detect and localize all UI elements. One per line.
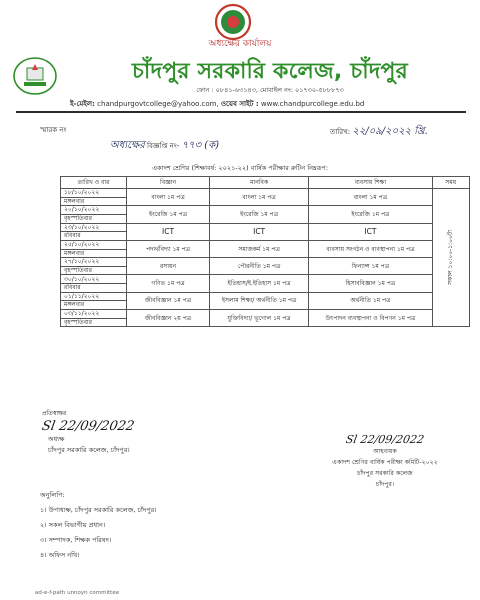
college-logo <box>12 56 58 96</box>
table-row <box>61 206 470 223</box>
college-name: চাঁদপুর সরকারি কলেজ, চাঁদপুর <box>132 59 408 84</box>
table-row <box>61 240 470 257</box>
website-link[interactable]: www.chandpurcollege.edu.bd <box>260 100 365 108</box>
humanities-cell: বাংলা ১ম পত্র <box>210 189 309 206</box>
business-cell: হিসাববিজ্ঞান ১ম পত্র <box>309 275 433 292</box>
list-item: ১। উপাধ্যক্ষ, চাঁদপুর সরকারি কলেজ, চাঁদপুর। <box>40 506 157 514</box>
date-value: ২২/০৯/২০২২ খ্রি. <box>352 126 428 137</box>
science-cell: জীববিজ্ঞান ২য় পত্র <box>127 310 210 327</box>
science-cell: পদার্থবিদ্যা ১ম পত্র <box>127 240 210 257</box>
exam-day: বৃহস্পতিবার <box>64 214 92 222</box>
list-item: ২। সকল বিভাগীয় প্রধান। <box>40 521 106 529</box>
notice-label: বিজ্ঞপ্তি নং- <box>147 142 180 150</box>
exam-day: মঙ্গলবার <box>64 301 85 309</box>
exam-date: ২৫/১০/২০২২ <box>61 241 126 250</box>
countersign-label: প্রতিস্বাক্ষর <box>42 410 67 417</box>
notice-number-value: ৭৭৩ (ক) <box>181 140 220 151</box>
exam-day: রবিবার <box>64 232 81 240</box>
copy-to-title: অনুলিপি: <box>40 491 65 499</box>
convener-role: আহবায়ক <box>373 448 397 455</box>
principal-org: চাঁদপুর সরকারি কলেজ, চাঁদপুর। <box>48 446 130 454</box>
copy-to-list <box>40 488 157 563</box>
date-cell <box>61 206 127 223</box>
list-item: ৪। অফিস নথি। <box>40 551 80 559</box>
humanities-cell: পৌরনীতি ১ম পত্র <box>210 258 309 275</box>
science-cell: ICT <box>127 223 210 240</box>
convener-committee: একাদশ শ্রেণির বার্ষিক পরীক্ষা কমিটি-২০২২ <box>332 459 438 466</box>
humanities-cell: সমাজকর্ম ১ম পত্র <box>210 240 309 257</box>
business-cell: অর্থনীতি ১ম পত্র <box>309 292 433 309</box>
exam-day: বৃহস্পতিবার <box>64 318 92 326</box>
humanities-cell: ইতিহাস/ই.ইতিহাস ১ম পত্র <box>210 275 309 292</box>
exam-day: রবিবার <box>64 284 81 292</box>
header-humanities: মানবিক <box>210 177 309 189</box>
table-row <box>61 275 470 292</box>
table-row <box>61 310 470 327</box>
business-cell: ইংরেজি ১ম পত্র <box>309 206 433 223</box>
science-cell: জীববিজ্ঞান ১ম পত্র <box>127 292 210 309</box>
business-cell: ফিন্যান্স ১ম পত্র <box>309 258 433 275</box>
website-label: ওয়েব সাইট : <box>220 100 259 108</box>
principal-signature-block <box>42 408 212 456</box>
humanities-cell: ইংরেজি ১ম পত্র <box>210 206 309 223</box>
memo-number-label: স্মারক নং <box>40 126 67 134</box>
exam-date: ২৭/১০/২০২২ <box>61 258 126 267</box>
date-cell <box>61 310 127 327</box>
business-cell: ICT <box>309 223 433 240</box>
exam-day: মঙ্গলবার <box>64 197 85 205</box>
business-cell: বাংলা ১ম পত্র <box>309 189 433 206</box>
science-cell: রসায়ন <box>127 258 210 275</box>
humanities-cell: ICT <box>210 223 309 240</box>
convener-signature-block <box>300 433 470 490</box>
exam-date: ১৮/১০/২০২২ <box>61 189 126 198</box>
office-label: অধ্যক্ষের কার্যালয় <box>208 39 272 49</box>
principal-role: অধ্যক্ষ <box>48 435 65 443</box>
science-cell: ইংরেজি ১ম পত্র <box>127 206 210 223</box>
table-row <box>61 223 470 240</box>
exam-date: ৩০/১০/২০২২ <box>61 276 126 285</box>
exam-date: ২০/১০/২০২২ <box>61 206 126 215</box>
convener-place: চাঁদপুর। <box>375 481 395 488</box>
footer-text: ad-e-f-path unnoyn committee <box>35 590 120 596</box>
date-cell <box>61 189 127 206</box>
table-row <box>61 292 470 309</box>
header-science: বিজ্ঞান <box>127 177 210 189</box>
exam-date: ২৩/১০/২০২২ <box>61 224 126 233</box>
notice-number <box>110 138 219 155</box>
exam-date: ০৩/১১/২০২২ <box>61 310 126 319</box>
date-cell <box>61 258 127 275</box>
header-date-day: তারিখ ও বার <box>61 177 127 189</box>
email-address[interactable]: chandpurgovtcollege@yahoo.com, <box>97 100 219 108</box>
phone-line: ফোন : ০৮৪১-৬৩১৪৩, মোবাইল নং: ০১৭৩০-৫৮৮৮৭৩ <box>196 86 344 94</box>
humanities-cell: যুক্তিবিদ্যা/ ভূগোল ১ম পত্র <box>210 310 309 327</box>
date-cell <box>61 240 127 257</box>
date-cell <box>61 223 127 240</box>
date-cell <box>61 292 127 309</box>
exam-day: মঙ্গলবার <box>64 249 85 257</box>
routine-title: একাদশ শ্রেণির (শিক্ষাবর্ষ: ২০২১-২২) বার্ষিক পরীক্ষার রুটিন নিম্নরূপ: <box>152 164 328 172</box>
list-item: ৩। সম্পাদক, শিক্ষক পরিষদ। <box>40 536 112 544</box>
business-cell: ব্যবসায় সংগঠন ও ব্যবস্থাপনা ১ম পত্র <box>309 240 433 257</box>
header-time: সময় <box>432 177 469 189</box>
convener-signature: Sl 22/09/2022 <box>344 433 426 446</box>
exam-date: ০১/১১/২০২২ <box>61 293 126 302</box>
science-cell: বাংলা ১ম পত্র <box>127 189 210 206</box>
header-business: ব্যবসায় শিক্ষা <box>309 177 433 189</box>
exam-routine-table <box>60 176 470 327</box>
notice-prefix: অধ্যক্ষের <box>110 140 145 151</box>
business-cell: উৎপাদন ব্যবস্থাপনা ও বিপণন ১ম পত্র <box>309 310 433 327</box>
table-row <box>61 189 470 206</box>
date-cell <box>61 275 127 292</box>
humanities-cell: ইসলাম শিক্ষা/ অর্থনীতি ১ম পত্র <box>210 292 309 309</box>
exam-day: বৃহস্পতিবার <box>64 266 92 274</box>
principal-signature: Sl 22/09/2022 <box>40 419 136 434</box>
exam-time: সকাল ১০:০০-১:০০টা <box>447 230 455 286</box>
table-row <box>61 258 470 275</box>
convener-org: চাঁদপুর সরকারি কলেজ <box>357 470 413 477</box>
science-cell: গণিত ১ম পত্র <box>127 275 210 292</box>
date-label: তারিখ: <box>330 128 351 136</box>
table-header-row <box>61 177 470 189</box>
date-field <box>330 124 428 141</box>
email-label: ই-মেইল: <box>70 100 95 108</box>
contact-line <box>70 98 480 110</box>
header-divider <box>16 111 466 113</box>
time-cell <box>432 189 469 327</box>
